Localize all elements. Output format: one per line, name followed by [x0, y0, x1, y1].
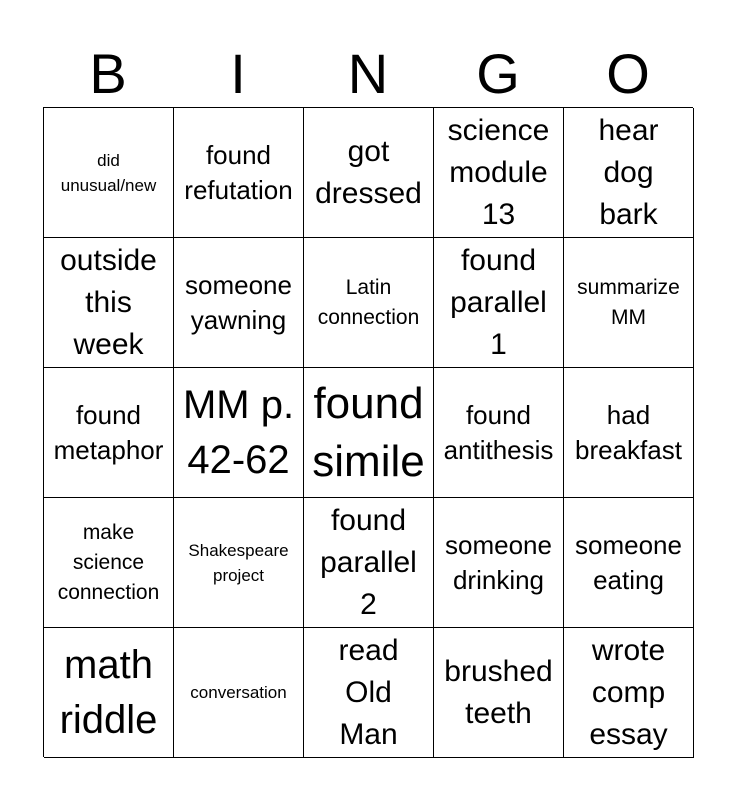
cell-text: conversation	[190, 683, 287, 702]
header-letter-g: G	[476, 42, 520, 105]
cell-text: got dressed	[315, 134, 422, 210]
header-letter-o: O	[606, 42, 650, 105]
cell-text: had breakfast	[575, 399, 682, 465]
bingo-cell[interactable]	[564, 108, 694, 238]
cell-text: make science connection	[57, 520, 160, 604]
bingo-cell[interactable]	[434, 368, 564, 498]
bingo-cell[interactable]	[304, 108, 434, 238]
bingo-card	[43, 107, 693, 757]
cell-text: found parallel 1	[450, 243, 547, 361]
cell-text: found antithesis	[443, 399, 554, 465]
cell-text: someone drinking	[445, 529, 552, 595]
bingo-cell[interactable]	[44, 368, 174, 498]
bingo-cell[interactable]	[564, 368, 694, 498]
bingo-cell[interactable]	[434, 628, 564, 758]
bingo-cell[interactable]	[174, 628, 304, 758]
bingo-cell[interactable]	[174, 368, 304, 498]
cell-text: Latin connection	[317, 275, 420, 329]
bingo-cell[interactable]	[304, 238, 434, 368]
bingo-cell[interactable]	[434, 498, 564, 628]
bingo-cell[interactable]	[434, 238, 564, 368]
cell-text: Shakespeare project	[188, 540, 289, 585]
cell-text: hear dog bark	[598, 113, 659, 231]
cell-text: found refutation	[184, 139, 293, 205]
cell-text: MM p. 42-62	[182, 382, 295, 482]
cell-text: science module 13	[447, 113, 550, 231]
cell-text: someone eating	[575, 529, 682, 595]
cell-text: read Old Man	[338, 633, 399, 751]
bingo-cell[interactable]	[44, 238, 174, 368]
bingo-cell[interactable]	[174, 108, 304, 238]
cell-text: summarize MM	[577, 275, 680, 329]
cell-text: wrote comp essay	[589, 633, 668, 751]
bingo-cell[interactable]	[44, 628, 174, 758]
cell-text: outside this week	[60, 243, 157, 361]
cell-text: found parallel 2	[320, 503, 417, 621]
header-letter-n: N	[347, 42, 389, 105]
bingo-cell[interactable]	[304, 498, 434, 628]
bingo-cell[interactable]	[174, 238, 304, 368]
bingo-cell[interactable]	[564, 628, 694, 758]
bingo-header	[43, 40, 693, 108]
bingo-cell[interactable]	[304, 368, 434, 498]
bingo-cell[interactable]	[304, 628, 434, 758]
bingo-cell[interactable]	[44, 108, 174, 238]
cell-text: did unusual/new	[60, 150, 157, 195]
bingo-cell[interactable]	[174, 498, 304, 628]
cell-text: brushed teeth	[444, 654, 553, 730]
cell-text: math riddle	[59, 642, 158, 742]
cell-text: found simile	[312, 378, 425, 486]
cell-text: someone yawning	[185, 269, 292, 335]
header-letter-b: B	[89, 42, 127, 105]
cell-text: found metaphor	[53, 399, 164, 465]
bingo-cell[interactable]	[434, 108, 564, 238]
bingo-cell[interactable]	[564, 498, 694, 628]
bingo-cell[interactable]	[564, 238, 694, 368]
bingo-cell[interactable]	[44, 498, 174, 628]
header-letter-i: I	[230, 42, 246, 105]
